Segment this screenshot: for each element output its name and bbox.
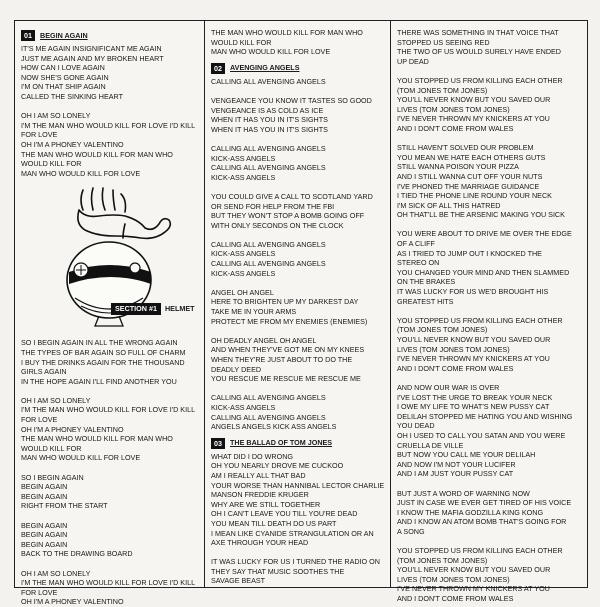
- lyric-line: DEADLY DEED: [211, 364, 262, 374]
- stanza-gap: [21, 511, 198, 521]
- lyric-line: WOULD KILL FOR: [21, 443, 82, 453]
- lyric-line: ON THE BRAKES: [397, 277, 456, 287]
- lyric-line: CALLING ALL AVENGING ANGELS: [211, 76, 326, 86]
- lyric-line: MANSON FREDDIE KRUGER: [211, 490, 309, 500]
- lyric-line: SAVAGE BEAST: [211, 576, 266, 586]
- lyric-line: AND NOW OUR WAR IS OVER: [397, 382, 500, 392]
- lyric-line: THE MAN WHO WOULD KILL FOR MAN WHO: [21, 434, 173, 444]
- lyric-line: THEY SAY THAT MUSIC SOOTHES THE: [211, 566, 345, 576]
- lyric-line: JUST ME AGAIN AND MY BROKEN HEART: [21, 53, 164, 63]
- lyric-line: YOU'LL NEVER KNOW BUT YOU SAVED OUR: [397, 335, 551, 344]
- song-title: AVENGING ANGELS: [230, 63, 300, 73]
- lyric-line: A SONG: [397, 526, 425, 536]
- lyric-line: MAN WHO WOULD KILL FOR LOVE: [21, 453, 141, 463]
- lyrics-block: [211, 452, 384, 586]
- lyric-line: OH I AM SO LONELY: [21, 568, 91, 578]
- lyric-line: YOU MEAN WE HATE EACH OTHERS GUTS: [397, 152, 546, 162]
- lyrics-block: [211, 28, 384, 57]
- lyric-line: CALLING ALL AVENGING ANGELS: [211, 259, 326, 269]
- stanza-gap: [397, 479, 583, 489]
- lyric-line: OH YOU NEARLY DROVE ME CUCKOO: [211, 461, 344, 471]
- lyric-line: I'M ON THAT SHIP AGAIN: [21, 82, 106, 92]
- lyric-line: THE TWO OF US WOULD SURELY HAVE ENDED: [397, 47, 562, 57]
- track-number: 02: [211, 63, 225, 74]
- lyric-line: NOW SHE'S GONE AGAIN: [21, 72, 109, 82]
- lyric-line: YOUR WORSE THAN HANNIBAL LECTOR CHARLIE: [211, 480, 385, 490]
- lyric-line: HERE TO BRIGHTEN UP MY DARKEST DAY: [211, 297, 359, 307]
- lyric-line: SO I BEGIN AGAIN IN ALL THE WRONG AGAIN: [21, 338, 178, 348]
- lyric-line: YOU WERE ABOUT TO DRIVE ME OVER THE EDGE: [397, 229, 572, 239]
- lyric-line: SO I BEGIN AGAIN: [21, 472, 84, 482]
- lyric-line: RIGHT FROM THE START: [21, 501, 108, 511]
- stanza-gap: [397, 220, 583, 230]
- lyric-line: YOU'LL NEVER KNOW BUT YOU SAVED OUR: [397, 565, 551, 575]
- lyric-line: I'VE NEVER THROWN MY KNICKERS AT YOU: [397, 114, 550, 124]
- stanza-gap: [21, 386, 198, 396]
- lyric-line: I BUY THE DRINKS AGAIN FOR THE THOUSAND: [21, 357, 185, 367]
- lyric-line: GIRLS AGAIN: [21, 367, 67, 377]
- stanza-gap: [211, 384, 384, 394]
- lyric-line: WHEN IT HAS YOU IN IT'S SIGHTS: [211, 124, 328, 134]
- lyric-line: LIVES (TOM JONES TOM JONES): [397, 104, 510, 114]
- lyric-line: YOU STOPPED US FROM KILLING EACH OTHER: [397, 75, 563, 85]
- lyric-line: LIVES (TOM JONES TOM JONES): [397, 344, 510, 354]
- lyric-line: GREATEST HITS: [397, 296, 454, 306]
- lyric-line: CALLING ALL AVENGING ANGELS: [211, 239, 326, 249]
- lyric-line: YOU STOPPED US FROM KILLING EACH OTHER: [397, 546, 563, 556]
- lyric-line: OH I'M A PHONEY VALENTINO: [21, 424, 124, 434]
- lyric-line: KICK-ASS ANGELS: [211, 153, 276, 163]
- lyrics-sheet: [14, 20, 588, 607]
- stanza-gap: [211, 278, 384, 288]
- lyric-line: STILL WANNA POISON YOUR PIZZA: [397, 162, 519, 172]
- song-title: BEGIN AGAIN: [40, 30, 88, 40]
- stanza-gap: [211, 230, 384, 240]
- section-number: SECTION #1: [111, 303, 161, 315]
- lyric-line: CALLING ALL AVENGING ANGELS: [211, 412, 326, 422]
- lyric-line: (TOM JONES TOM JONES): [397, 325, 488, 335]
- lyric-line: BACK TO THE DRAWING BOARD: [21, 549, 133, 559]
- lyric-line: STEREO ON: [397, 258, 440, 268]
- stanza-gap: [21, 102, 198, 112]
- lyric-line: MAN WHO WOULD KILL FOR LOVE: [21, 168, 141, 178]
- lyric-line: CRUELLA DE VILLE: [397, 440, 464, 450]
- lyric-line: BUT JUST A WORD OF WARNING NOW: [397, 488, 530, 498]
- stanza-gap: [397, 66, 583, 76]
- lyric-line: WOULD KILL FOR: [211, 37, 272, 47]
- stanza-gap: [397, 373, 583, 383]
- lyrics-block: [21, 44, 198, 178]
- lyric-line: IT'S ME AGAIN INSIGNIFICANT ME AGAIN: [21, 44, 162, 53]
- lyric-line: AND I STILL WANNA CUT OFF YOUR NUTS: [397, 171, 543, 181]
- lyric-line: YOU MEAN TILL DEATH DO US PART: [211, 518, 337, 528]
- lyric-line: OH I AM SO LONELY: [21, 395, 91, 405]
- lyric-line: DELILAH STOPPED ME HATING YOU AND WISHING: [397, 411, 573, 421]
- lyric-line: WHAT DID I DO WRONG: [211, 451, 293, 461]
- lyric-line: THERE WAS SOMETHING IN THAT VOICE THAT: [397, 28, 559, 37]
- lyric-line: KICK-ASS ANGELS: [211, 172, 276, 182]
- song-heading-01: [21, 30, 198, 41]
- lyric-line: AND I DON'T COME FROM WALES: [397, 363, 514, 373]
- lyric-line: I'VE NEVER THROWN MY KNICKERS AT YOU: [397, 584, 550, 594]
- lyric-line: AND I DON'T COME FROM WALES: [397, 594, 514, 604]
- lyric-line: WHEN THEY'RE JUST ABOUT TO DO THE: [211, 355, 353, 364]
- lyric-line: I MEAN LIKE CYANIDE STRANGULATION OR AN: [211, 528, 374, 538]
- lyric-line: CALLING ALL AVENGING ANGELS: [211, 143, 326, 153]
- lyric-line: WOULD KILL FOR: [21, 159, 82, 169]
- lyric-line: CALLED THE SINKING HEART: [21, 91, 123, 101]
- lyric-line: THE MAN WHO WOULD KILL FOR MAN WHO: [21, 149, 173, 159]
- lyric-line: STILL HAVEN'T SOLVED OUR PROBLEM: [397, 143, 534, 153]
- lyric-line: WITH ONLY SECONDS ON THE CLOCK: [211, 220, 344, 230]
- lyric-line: OH I AM SO LONELY: [21, 111, 91, 121]
- stanza-gap: [211, 182, 384, 192]
- lyric-line: AXE THROUGH YOUR HEAD: [211, 538, 309, 548]
- lyric-line: YOU CHANGED YOUR MIND AND THEN SLAMMED: [397, 267, 570, 277]
- stanza-gap: [397, 536, 583, 546]
- lyric-line: PROTECT ME FROM MY ENEMIES (ENEMIES): [211, 316, 368, 326]
- lyric-line: ANGELS ANGELS KICK ASS ANGELS: [211, 422, 337, 432]
- lyric-line: (TOM JONES TOM JONES): [397, 85, 488, 95]
- lyric-line: I OWE MY LIFE TO WHAT'S NEW PUSSY CAT: [397, 402, 550, 412]
- lyric-line: (TOM JONES TOM JONES): [397, 555, 488, 565]
- lyric-line: LIVES (TOM JONES TOM JONES): [397, 574, 510, 584]
- lyric-line: WHY ARE WE STILL TOGETHER: [211, 499, 321, 509]
- lyric-line: BEGIN AGAIN: [21, 520, 68, 530]
- stanza-gap: [21, 463, 198, 473]
- section-name: HELMET: [164, 304, 195, 314]
- lyrics-block: [397, 28, 583, 604]
- lyric-line: AND NOW I'M NOT YOUR LUCIFER: [397, 459, 516, 469]
- lyric-line: I'VE PHONED THE MARRIAGE GUIDANCE: [397, 181, 540, 191]
- lyric-line: KICK-ASS ANGELS: [211, 268, 276, 278]
- lyric-line: BEGIN AGAIN: [21, 539, 68, 549]
- lyric-line: I'M THE MAN WHO WOULD KILL FOR LOVE I'D KILL: [21, 578, 196, 588]
- lyric-line: I KNOW THE MAFIA GODZILLA KING KONG: [397, 507, 544, 517]
- stanza-gap: [397, 134, 583, 144]
- lyric-line: STOPPED US SEEING RED: [397, 37, 490, 47]
- stanza-gap: [21, 559, 198, 569]
- lyric-line: OH DEADLY ANGEL OH ANGEL: [211, 335, 317, 345]
- lyric-line: MAN WHO WOULD KILL FOR LOVE: [211, 47, 331, 57]
- lyric-line: I'VE NEVER THROWN MY KNICKERS AT YOU: [397, 354, 550, 364]
- lyric-line: I'M THE MAN WHO WOULD KILL FOR LOVE I'D KILL: [21, 405, 196, 415]
- lyric-line: FOR LOVE: [21, 130, 58, 140]
- lyric-line: AND I DON'T COME FROM WALES: [397, 123, 514, 133]
- lyric-line: FOR LOVE: [21, 415, 58, 425]
- stanza-gap: [211, 86, 384, 96]
- lyrics-block: [21, 338, 198, 607]
- song-title: THE BALLAD OF TOM JONES: [230, 438, 333, 448]
- lyric-line: THE TYPES OF BAR AGAIN SO FULL OF CHARM: [21, 347, 186, 357]
- lyric-line: BEGIN AGAIN: [21, 491, 68, 501]
- lyric-line: CALLING ALL AVENGING ANGELS: [211, 393, 326, 403]
- stanza-gap: [211, 548, 384, 558]
- lyric-line: AS I TRIED TO JUMP OUT I KNOCKED THE: [397, 248, 542, 258]
- column-2: [205, 21, 391, 587]
- lyric-line: FOR LOVE: [21, 587, 58, 597]
- stanza-gap: [211, 326, 384, 336]
- helmet-illustration: [21, 182, 198, 332]
- column-3: [391, 21, 589, 604]
- lyric-line: TAKE ME IN YOUR ARMS: [211, 307, 297, 317]
- lyric-line: JUST IN CASE WE EVER GET TIRED OF HIS VOICE: [397, 498, 572, 508]
- lyric-line: I'M THE MAN WHO WOULD KILL FOR LOVE I'D KILL: [21, 120, 196, 130]
- stanza-gap: [397, 306, 583, 316]
- lyric-line: HOW CAN I LOVE AGAIN: [21, 63, 105, 73]
- lyric-line: OH I USED TO CALL YOU SATAN AND YOU WERE: [397, 430, 566, 440]
- lyric-line: YOU'LL NEVER KNOW BUT YOU SAVED OUR: [397, 95, 551, 105]
- lyric-line: UP DEAD: [397, 56, 429, 66]
- lyric-line: AND I KNOW AN ATOM BOMB THAT'S GOING FOR: [397, 517, 567, 527]
- lyric-line: CALLING ALL AVENGING ANGELS: [211, 163, 326, 173]
- lyric-line: KICK-ASS ANGELS: [211, 249, 276, 259]
- lyrics-block: [211, 77, 384, 432]
- lyric-line: AND I AM JUST YOUR PUSSY CAT: [397, 469, 514, 479]
- lyric-line: VENGEANCE YOU KNOW IT TASTES SO GOOD: [211, 95, 372, 105]
- lyric-line: IT WAS LUCKY FOR US WE'D BROUGHT HIS: [397, 287, 549, 297]
- lyric-line: I TIED THE PHONE LINE ROUND YOUR NECK: [397, 191, 552, 201]
- column-1: [15, 21, 205, 607]
- lyric-line: WHEN IT HAS YOU IN IT'S SIGHTS: [211, 115, 328, 125]
- lyric-line: I'M SICK OF ALL THIS HATRED: [397, 200, 501, 210]
- lyric-line: OH THAT'LL BE THE ARSENIC MAKING YOU SICK: [397, 210, 565, 220]
- lyric-line: YOU RESCUE ME RESCUE ME RESCUE ME: [211, 374, 361, 384]
- song-heading-03: [211, 438, 384, 449]
- lyric-line: ANGEL OH ANGEL: [211, 287, 274, 297]
- lyric-line: AM I REALLY ALL THAT BAD: [211, 470, 306, 480]
- lyric-line: OH I CAN'T LEAVE YOU TILL YOU'RE DEAD: [211, 509, 358, 519]
- lyric-line: AND WHEN THEY'VE GOT ME ON MY KNEES: [211, 345, 365, 355]
- lyric-line: OF A CLIFF: [397, 239, 435, 249]
- lyric-line: IN THE HOPE AGAIN I'LL FIND ANOTHER YOU: [21, 376, 177, 386]
- lyric-line: YOU DEAD: [397, 421, 435, 431]
- track-number: 03: [211, 438, 225, 449]
- lyric-line: IT WAS LUCKY FOR US I TURNED THE RADIO ON: [211, 557, 380, 567]
- lyric-line: YOU STOPPED US FROM KILLING EACH OTHER: [397, 315, 563, 325]
- song-heading-02: [211, 63, 384, 74]
- lyric-line: OH I'M A PHONEY VALENTINO: [21, 139, 124, 149]
- lyric-line: VENGEANCE IS AS COLD AS ICE: [211, 105, 324, 115]
- track-number: 01: [21, 30, 35, 41]
- lyric-line: THE MAN WHO WOULD KILL FOR MAN WHO: [211, 28, 363, 37]
- lyric-line: BEGIN AGAIN: [21, 530, 68, 540]
- stanza-gap: [211, 134, 384, 144]
- lyric-line: I'VE LOST THE URGE TO BREAK YOUR NECK: [397, 392, 553, 402]
- lyric-line: OR SEND FOR HELP FROM THE FBI: [211, 201, 335, 211]
- lyric-line: BUT NOW YOU CALL ME YOUR DELILAH: [397, 450, 536, 460]
- lyric-line: BEGIN AGAIN: [21, 482, 68, 492]
- lyric-line: OH I'M A PHONEY VALENTINO: [21, 597, 124, 607]
- lyric-line: KICK-ASS ANGELS: [211, 402, 276, 412]
- section-label: [111, 303, 195, 315]
- lyric-line: YOU COULD GIVE A CALL TO SCOTLAND YARD: [211, 191, 373, 201]
- lyric-line: BUT THEY WON'T STOP A BOMB GOING OFF: [211, 211, 365, 221]
